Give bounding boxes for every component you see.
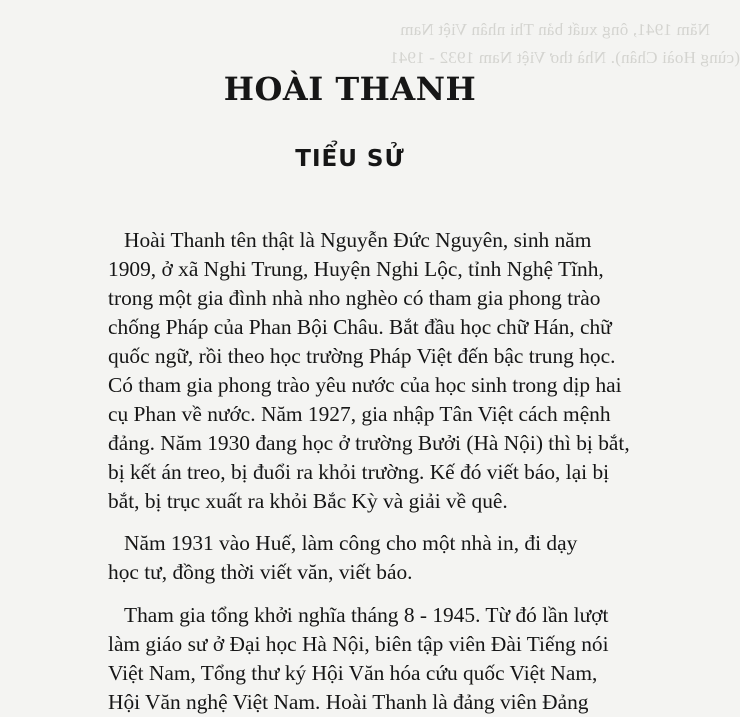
text-line: học tư, đồng thời viết văn, viết báo. xyxy=(108,560,413,584)
text-line: đảng. Năm 1930 đang học ở trường Bưởi (Hà Nội) thì bị bắt, xyxy=(108,431,630,455)
paragraph xyxy=(108,529,608,587)
text-line: Việt Nam, Tổng thư ký Hội Văn hóa cứu quốc Việt Nam, xyxy=(108,661,598,685)
text-line: chống Pháp của Phan Bội Châu. Bắt đầu học chữ Hán, chữ xyxy=(108,315,612,339)
text-line: 1909, ở xã Nghi Trung, Huyện Nghi Lộc, tỉnh Nghệ Tĩnh, xyxy=(108,257,604,281)
text-line: Năm 1931 vào Huế, làm công cho một nhà in, đi dạy xyxy=(124,531,578,555)
bleed-through-text: Năm 1941, ông xuất bản Thi nhân Việt Nam xyxy=(400,20,710,39)
biography-body xyxy=(108,226,630,717)
text-line: làm giáo sư ở Đại học Hà Nội, biên tập viên Đài Tiếng nói xyxy=(108,632,609,656)
bleed-through-text: (cùng Hoài Chân). Nhà thơ Việt Nam 1932 - 1941 xyxy=(389,48,740,67)
text-line: cụ Phan về nước. Năm 1927, gia nhập Tân Việt cách mệnh xyxy=(108,402,611,426)
paragraph xyxy=(108,601,608,717)
text-line: Tham gia tổng khởi nghĩa tháng 8 - 1945. Từ đó lần lượt xyxy=(124,603,609,627)
text-line: Hoài Thanh tên thật là Nguyễn Đức Nguyên, sinh năm xyxy=(124,228,592,252)
text-line: Hội Văn nghệ Việt Nam. Hoài Thanh là đảng viên Đảng xyxy=(108,690,589,714)
page-title: HOÀI THANH xyxy=(223,70,477,108)
paragraph xyxy=(108,226,630,516)
section-heading: TIỂU SỬ xyxy=(295,146,405,172)
text-line: bắt, bị trục xuất ra khỏi Bắc Kỳ và giải về quê. xyxy=(108,489,508,513)
text-line: trong một gia đình nhà nho nghèo có tham gia phong trào xyxy=(108,286,601,310)
text-line: Có tham gia phong trào yêu nước của học sinh trong dịp hai xyxy=(108,373,622,397)
text-line: quốc ngữ, rồi theo học trường Pháp Việt đến bậc trung học. xyxy=(108,344,616,368)
text-line: bị kết án treo, bị đuổi ra khỏi trường. Kế đó viết báo, lại bị xyxy=(108,460,610,484)
